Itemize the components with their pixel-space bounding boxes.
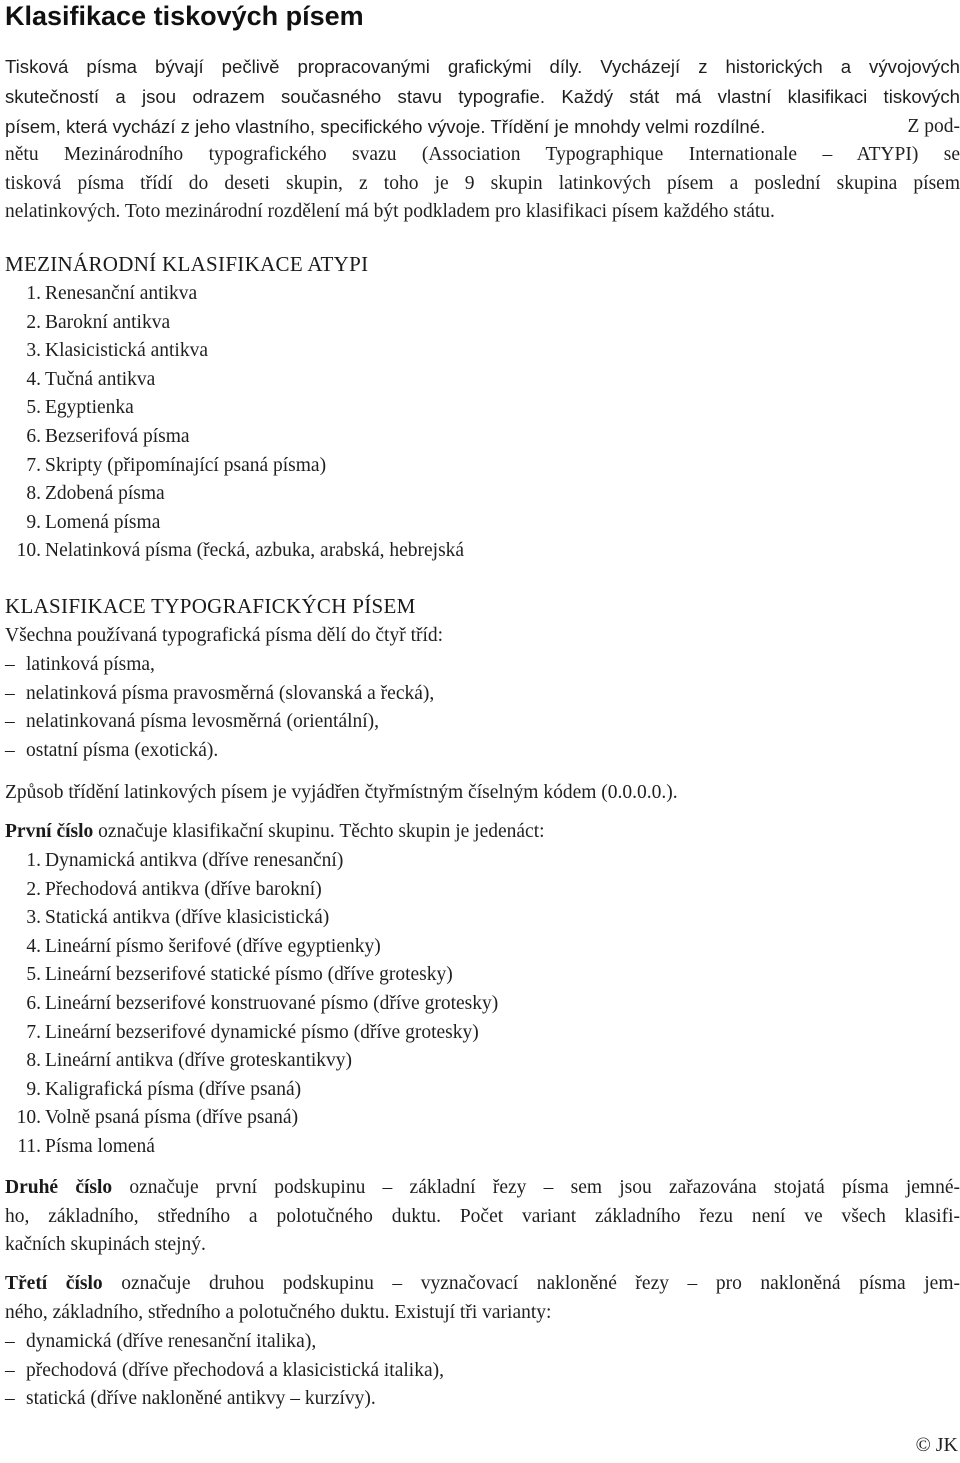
list-item: 3. Statická antikva (dříve klasicistická): [26, 907, 330, 929]
list-item: 7. Skripty (připomínající psaná písma): [26, 454, 327, 476]
list-item: 1. Dynamická antikva (dříve renesanční): [26, 850, 344, 871]
intro-line-continuation: Z pod-: [907, 116, 960, 137]
list-item: – přechodová (dříve přechodová a klasicistická italika),: [5, 1359, 444, 1381]
list-item: 2. Přechodová antikva (dříve barokní): [26, 878, 322, 900]
list-item: 10. Volně psaná písma (dříve psaná): [16, 1107, 299, 1129]
typo-heading: KLASIFIKACE TYPOGRAFICKÝCH PÍSEM: [5, 594, 416, 618]
second-number-paragraph: [5, 1174, 960, 1260]
copyright-notice: © JK: [915, 1434, 958, 1456]
first-number-label: První číslo: [5, 821, 94, 842]
list-item: 8. Lineární antikva (dříve groteskantikvy): [26, 1050, 353, 1072]
list-item: – nelatinkovaná písma levosměrná (orientální),: [5, 711, 380, 733]
page-title: Klasifikace tiskových písem: [5, 1, 364, 31]
list-item: – latinková písma,: [5, 654, 155, 675]
list-item: 6. Lineární bezserifové konstruované písmo (dříve grotesky): [26, 992, 499, 1014]
atypi-list: [5, 280, 464, 566]
list-item: 8. Zdobená písma: [26, 483, 165, 505]
intro-paragraph-serif: [5, 141, 960, 227]
list-item: 7. Lineární bezserifové dynamické písmo (dříve grotesky): [26, 1021, 479, 1043]
first-number-text: označuje klasifikační skupinu. Těchto skupin je jedenáct:: [93, 821, 545, 842]
intro-line: nelatinkových. Toto mezinárodní rozdělení má být podkladem pro klasifikaci písem každého státu.: [5, 201, 775, 223]
paragraph-line: Třetí číslo označuje druhou podskupinu – vyznačovací nakloněné řezy – pro nakloněná písma jem-: [5, 1273, 960, 1294]
list-item: 4. Tučná antikva: [26, 368, 156, 390]
first-number-paragraph: [5, 818, 960, 847]
list-item: 4. Lineární písmo šerifové (dříve egyptienky): [26, 935, 381, 957]
third-number-variants: [5, 1328, 444, 1414]
intro-line: Tisková písma bývají pečlivě propracovanými grafickými díly. Vycházejí z historických a vývojových: [5, 56, 960, 77]
code-description: Způsob třídění latinkových písem je vyjádřen čtyřmístným číselným kódem (0.0.0.0.).: [5, 782, 678, 803]
second-number-label: Druhé číslo: [5, 1177, 113, 1198]
list-item: – statická (dříve nakloněné antikvy – kurzívy).: [5, 1388, 376, 1410]
intro-line: tisková písma třídí do deseti skupin, z toho je 9 skupin latinkových písem a poslední skupina písem: [5, 172, 960, 194]
intro-line: [5, 112, 960, 142]
typo-intro: Všechna používaná typografická písma dělí do čtyř tříd:: [5, 625, 444, 646]
third-number-label: Třetí číslo: [5, 1273, 103, 1294]
list-item: 3. Klasicistická antikva: [26, 340, 208, 362]
intro-line: nětu Mezinárodního typografického svazu (Association Typographique Internationale – ATYPI) se: [5, 144, 960, 165]
paragraph-line: Druhé číslo označuje první podskupinu – základní řezy – sem jsou zařazována stojatá písma jemné-: [5, 1177, 960, 1198]
list-item: 6. Bezserifová písma: [26, 425, 190, 447]
intro-line: skutečností a jsou odrazem současného stavu typografie. Každý stát má vlastní klasifikaci tiskových: [5, 86, 960, 107]
list-item: 1. Renesanční antikva: [26, 283, 198, 304]
list-item: 2. Barokní antikva: [26, 311, 171, 333]
list-item: – nelatinková písma pravosměrná (slovanská a řecká),: [5, 682, 435, 704]
list-item: – dynamická (dříve renesanční italika),: [5, 1331, 317, 1352]
list-item: 10. Nelatinková písma (řecká, azbuka, arabská, hebrejská: [16, 540, 465, 562]
typo-classes-list: [5, 651, 434, 765]
paragraph-line: kačních skupinách stejný.: [5, 1234, 206, 1256]
list-item: 9. Lomená písma: [26, 511, 161, 533]
first-number-list: [5, 847, 498, 1162]
third-number-paragraph: [5, 1270, 960, 1327]
list-item: 9. Kaligrafická písma (dříve psaná): [26, 1078, 302, 1100]
list-item: 5. Lineární bezserifové statické písmo (dříve grotesky): [26, 964, 453, 986]
paragraph-line: ného, základního, středního a polotučného duktu. Existují tři varianty:: [5, 1301, 552, 1323]
list-item: 5. Egyptienka: [26, 397, 134, 419]
list-item: 11. Písma lomená: [17, 1135, 155, 1157]
intro-line-text: písem, která vychází z jeho vlastního, specifického vývoje. Třídění je mnohdy velmi rozdílné.: [5, 116, 766, 137]
list-item: – ostatní písma (exotická).: [5, 739, 219, 761]
paragraph-line: ho, základního, středního a polotučného duktu. Počet variant základního řezu není ve všech klasifi-: [5, 1205, 960, 1227]
atypi-heading: MEZINÁRODNÍ KLASIFIKACE ATYPI: [5, 252, 369, 276]
intro-paragraph-sans: [5, 52, 960, 142]
